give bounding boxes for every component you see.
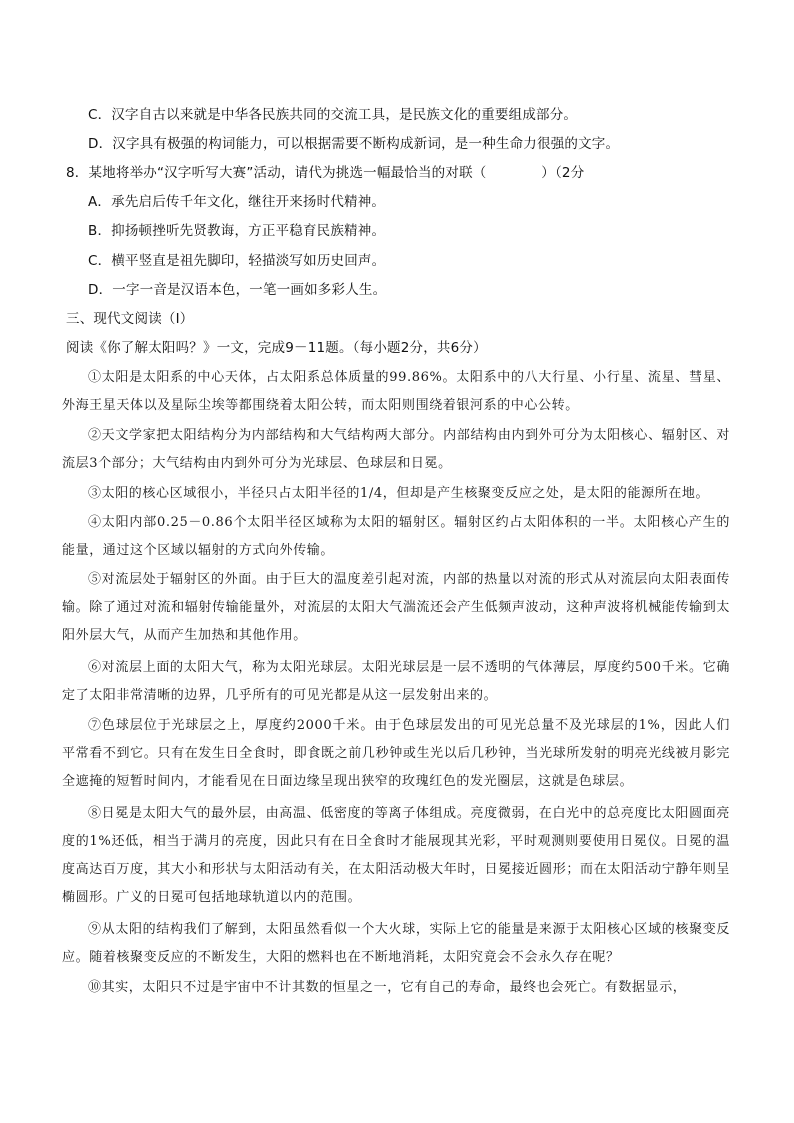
q8-stem: 8．某地将举办“汉字听写大赛”活动，请代为挑选一幅最恰当的对联（ ）（2分 (66, 165, 585, 181)
section-heading: 三、现代文阅读（Ⅰ） (66, 311, 194, 327)
paragraph-3: ③太阳的核心区域很小，半径只占太阳半径的1/4，但却是产生核聚变反应之处，是太阳的能源所在地。 (88, 486, 710, 501)
paragraph-6: ⑥对流层上面的太阳大气，称为太阳光球层。太阳光球层是一层不透明的气体薄层，厚度约500千米。它确定了太阳非常清晰的边界，几乎所有的可见光都是从这一层发射出来的。 (62, 660, 730, 703)
q8-option-d: D．一字一音是汉语本色，一笔一画如多彩人生。 (88, 282, 387, 298)
reading-instruction: 阅读《你了解太阳吗？》一文，完成9－11题。（每小题2分，共6分） (66, 340, 487, 356)
paragraph-2: ②天文学家把太阳结构分为内部结构和大气结构两大部分。内部结构由内到外可分为太阳核心、辐射区、对流层3个部分；大气结构由内到外可分为光球层、色球层和日冕。 (62, 428, 730, 471)
paragraph-8: ⑧日冕是太阳大气的最外层，由高温、低密度的等离子体组成。亮度微弱，在白光中的总亮度比太阳圆面亮度的1%还低，相当于满月的亮度，因此只有在日全食时才能展现其光彩，平时观测则要使用日冕仪。日冕的温度高达百万度，其大小和形状与太阳活动有关，在太阳活动极大年时，日冕接近圆形；而在太阳活动宁静年则呈椭圆形。广义的日冕可包括地球轨道以内的范围。 (62, 806, 730, 905)
q7-option-d: D．汉字具有极强的构词能力，可以根据需要不断构成新词，是一种生命力很强的文字。 (88, 136, 620, 152)
paragraph-4: ④太阳内部0.25－0.86个太阳半径区域称为太阳的辐射区。辐射区约占太阳体积的一半。太阳核心产生的能量，通过这个区域以辐射的方式向外传输。 (62, 515, 730, 558)
q8-option-c: C．横平竖直是祖先脚印，轻描淡写如历史回声。 (88, 253, 386, 269)
q8-option-a: A．承先启后传千年文化，继往开来扬时代精神。 (88, 194, 386, 210)
paragraph-1: ①太阳是太阳系的中心天体，占太阳系总体质量的99.86%。太阳系中的八大行星、小行星、流星、彗星、外海王星天体以及星际尘埃等都围绕着太阳公转，而太阳则围绕着银河系的中心公转。 (62, 370, 730, 413)
paragraph-10: ⑩其实，太阳只不过是宇宙中不计其数的恒星之一，它有自己的寿命，最终也会死亡。有数据显示， (88, 980, 687, 995)
paragraph-7: ⑦色球层位于光球层之上，厚度约2000千米。由于色球层发出的可见光总量不及光球层的1%，因此人们平常看不到它。只有在发生日全食时，即食既之前几秒钟或生光以后几秒钟，当光球所发射的明亮光线被月影完全遮掩的短暂时间内，才能看见在日面边缘呈现出狭窄的玫瑰红色的发光圈层，这就是色球层。 (62, 718, 730, 789)
q8-option-b: B．抑扬顿挫听先贤教诲，方正平稳育民族精神。 (88, 223, 386, 239)
paragraph-5: ⑤对流层处于辐射区的外面。由于巨大的温度差引起对流，内部的热量以对流的形式从对流层向太阳表面传输。除了通过对流和辐射传输能量外，对流层的太阳大气湍流还会产生低频声波动，这种声波将机械能传输到太阳外层大气，从而产生加热和其他作用。 (62, 572, 730, 643)
paragraph-9: ⑨从太阳的结构我们了解到，太阳虽然看似一个大火球，实际上它的能量是来源于太阳核心区域的核聚变反应。随着核聚变反应的不断发生，大阳的燃料也在不断地消耗，太阳究竟会不会永久存在呢？ (62, 922, 730, 965)
q7-option-c: C．汉字自古以来就是中华各民族共同的交流工具，是民族文化的重要组成部分。 (88, 107, 578, 123)
